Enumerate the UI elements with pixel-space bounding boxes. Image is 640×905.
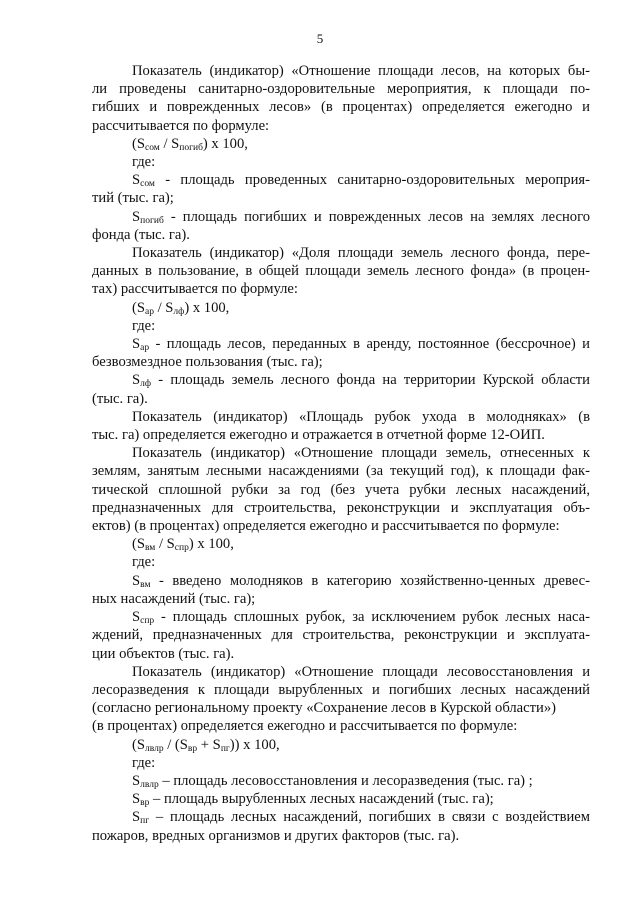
text-line: Показатель (индикатор) «Отношение площади лесов, на которых бы- [132,63,590,79]
text-line: Показатель (индикатор) «Площадь рубок ухода в молодняках» (в [132,408,590,425]
text-line: землям, занятым лесными насаждениями (за текущий год), к площади фак- [92,463,590,480]
text-line: $S_{погиб}$ - площадь погибших и поврежденных лесов на землях лесного [132,208,590,226]
text-line: тической сплошной рубки за год (без учета рубки лесных насаждений, [92,481,590,498]
text-line: ции объектов (тыс. га). [92,645,235,662]
text-line: ли проведены санитарно-оздоровительные мероприятия, к площади по- [92,81,590,98]
text-line: тыс. га) определяется ежегодно и отражается в отчетной форме 12-ОИП. [92,427,545,444]
text-line: Показатель (индикатор) «Доля площади земель лесного фонда, пере- [132,245,590,262]
text-line: где: [132,554,156,571]
text-line: $S_{лвлр}$ – площадь лесовосстановления и лесоразведения (тыс. га) ; [132,772,533,790]
text-line: $S_{ар}$ - площадь лесов, переданных в аренду, постоянное (бессрочное) и [132,336,590,354]
text-line: лесоразведения к площади вырубленных и погибших лесных насаждений [92,681,590,698]
text-line: (согласно региональному проекту «Сохранение лесов в Курской области») [92,700,556,717]
text-line: $S_{лф}$ - площадь земель лесного фонда на территории Курской области [132,372,590,390]
text-line: ектов) (в процентах) определяется ежегодно и рассчитывается по формуле: [92,518,560,535]
text-line: $S_{сом}$ - площадь проведенных санитарно-оздоровительных мероприя- [132,172,590,190]
text-line: $(S_{сом} / S_{погиб})$ х 100, [132,135,248,153]
text-line: безвозмездное пользования (тыс. га); [92,354,323,371]
text-line: $(S_{ар} / S_{лф})$ х 100, [132,299,230,317]
text-line: $(S_{вм} / S_{спр})$ х 100, [132,536,234,554]
text-line: ждений, предназначенных для строительства, реконструкции и эксплуата- [92,627,590,644]
text-line: $(S_{лвлр} / (S_{вр} + S_{пг}))$ х 100, [132,736,280,754]
text-line: где: [132,754,156,771]
text-line: тий (тыс. га); [92,190,174,207]
text-line: фонда (тыс. га). [92,226,190,243]
text-line: Показатель (индикатор) «Отношение площади земель, отнесенных к [132,445,590,462]
text-line: $S_{пг}$ – площадь лесных насаждений, погибших в связи с воздействием [132,809,590,827]
text-line: $S_{вр}$ – площадь вырубленных лесных насаждений (тыс. га); [132,791,494,809]
text-line: Показатель (индикатор) «Отношение площади лесовосстановления и [132,663,590,680]
text-line: пожаров, вредных организмов и других факторов (тыс. га). [92,827,460,844]
text-line: (тыс. га). [92,390,148,407]
text-line: данных в пользование, в общей площади земель лесного фонда» (в процен- [92,263,590,280]
text-line: где: [132,154,156,171]
text-line: (в процентах) определяется ежегодно и рассчитывается по формуле: [92,718,518,735]
document-body [92,62,590,845]
text-line: $S_{спр}$ - площадь сплошных рубок, за исключением рубок лесных наса- [132,609,590,627]
text-line: где: [132,317,156,334]
text-line: предназначенных для строительства, реконструкции и эксплуатация объ- [92,499,590,516]
text-line: ных насаждений (тыс. га); [92,590,256,607]
text-line: $S_{вм}$ - введено молодняков в категорию хозяйственно-ценных древес- [132,572,590,590]
text-line: гибших и поврежденных лесов» (в процентах) определяется ежегодно и [92,99,590,116]
text-line: рассчитывается по формуле: [92,117,270,134]
page-number: 5 [316,31,324,46]
text-line: тах) рассчитывается по формуле: [92,281,298,298]
